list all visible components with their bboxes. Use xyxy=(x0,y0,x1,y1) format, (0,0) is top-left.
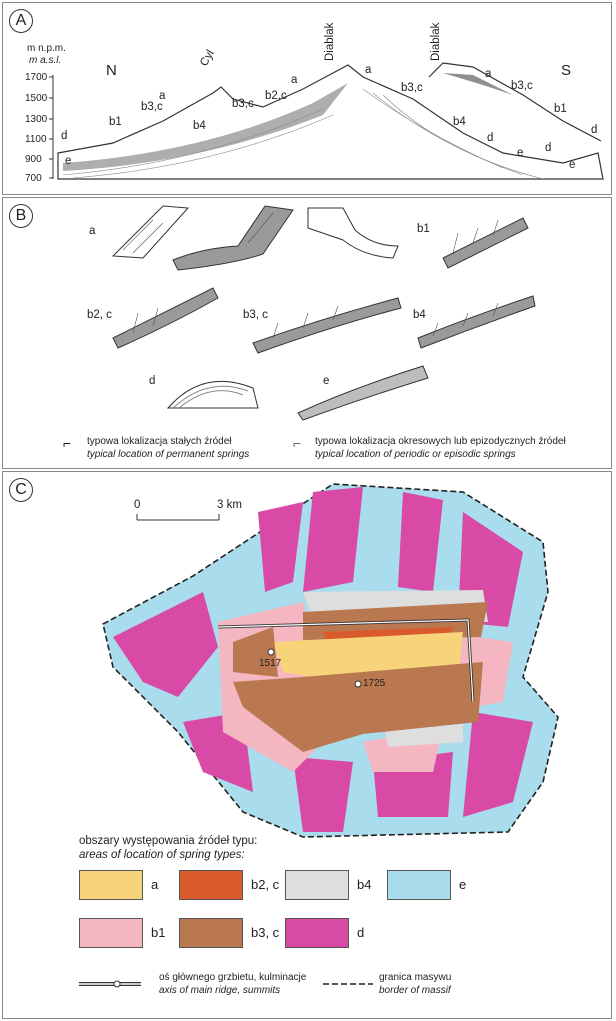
spring-label: b3,c xyxy=(511,80,533,92)
spring-label: b3,c xyxy=(401,82,423,94)
legend-label-b4: b4 xyxy=(357,877,372,892)
legend-permanent-en: typical location of permanent springs xyxy=(87,449,250,460)
legend-permanent-pl: typowa lokalizacja stałych źródeł xyxy=(87,436,232,447)
massif-border-symbol xyxy=(323,978,383,990)
spring-label: b3,c xyxy=(232,98,254,110)
spring-label: e xyxy=(569,159,576,171)
legend-label-b2c: b2, c xyxy=(251,877,280,892)
spring-label: a xyxy=(485,68,492,80)
scale-end: 3 km xyxy=(217,499,242,511)
legend-border-en: border of massif xyxy=(379,985,451,996)
panel-b-spring-types xyxy=(2,197,612,469)
spring-label: b2,c xyxy=(265,90,287,102)
tick-1700: 1700 xyxy=(25,72,48,83)
spring-label: d xyxy=(487,132,494,144)
periodic-spring-icon: ⌐ xyxy=(293,435,302,451)
spring-label: a xyxy=(159,90,166,102)
summit-1725: 1725 xyxy=(363,678,386,689)
spring-label: b1 xyxy=(109,116,122,128)
axis-unit-en: m a.s.l. xyxy=(29,55,62,66)
type-label-b4: b4 xyxy=(413,309,426,321)
legend-label-e: e xyxy=(459,877,467,892)
peak-cyl: Cyl xyxy=(198,48,217,69)
tick-1100: 1100 xyxy=(25,134,47,145)
type-label-b2c: b2, c xyxy=(87,309,112,321)
tick-700: 700 xyxy=(25,173,42,184)
panel-c-badge: C xyxy=(9,478,33,502)
legend-label-a: a xyxy=(151,877,159,892)
direction-south: S xyxy=(561,62,572,79)
legend-title-en: areas of location of spring types: xyxy=(79,849,245,861)
panel-b-badge: B xyxy=(9,204,33,228)
peak-diablak-1: Diablak xyxy=(324,22,336,61)
spring-label: b4 xyxy=(193,120,206,132)
scale-zero: 0 xyxy=(134,499,141,511)
legend-ridge-pl: oś głównego grzbietu, kulminacje xyxy=(159,972,307,983)
massif-map xyxy=(3,472,609,832)
peak-diablak-2: Diablak xyxy=(430,22,442,61)
cross-section-drawing xyxy=(3,3,609,193)
spring-label: d xyxy=(545,142,552,154)
legend-periodic-pl: typowa lokalizacja okresowych lub epizodycznych źródeł xyxy=(315,436,566,447)
panel-a-badge: A xyxy=(9,9,33,33)
direction-north: N xyxy=(106,62,117,79)
legend-ridge-en: axis of main ridge, summits xyxy=(159,985,281,996)
permanent-spring-icon: ⌐ xyxy=(63,435,72,451)
type-label-b1: b1 xyxy=(417,223,430,235)
summit-1517: 1517 xyxy=(259,658,282,669)
legend-label-b3c: b3, c xyxy=(251,925,280,940)
legend-swatch-e xyxy=(387,870,451,900)
legend-swatch-d xyxy=(285,918,349,948)
type-label-d: d xyxy=(149,375,156,387)
legend-title-pl: obszary występowania źródeł typu: xyxy=(79,835,258,847)
spring-label: b1 xyxy=(554,103,567,115)
ridge-axis-symbol xyxy=(79,978,149,990)
legend-swatch-b1 xyxy=(79,918,143,948)
legend-swatch-b2c xyxy=(179,870,243,900)
type-label-a: a xyxy=(89,225,96,237)
legend-label-d: d xyxy=(357,925,365,940)
spring-label: d xyxy=(591,124,598,136)
panel-a-cross-section xyxy=(2,2,612,195)
legend-periodic-en: typical location of periodic or episodic springs xyxy=(315,449,516,460)
spring-label: e xyxy=(65,155,72,167)
spring-label: b3,c xyxy=(141,101,163,113)
legend-swatch-a xyxy=(79,870,143,900)
legend-swatch-b4 xyxy=(285,870,349,900)
spring-label: a xyxy=(291,74,298,86)
legend-label-b1: b1 xyxy=(151,925,166,940)
spring-label: d xyxy=(61,130,68,142)
type-label-e: e xyxy=(323,375,330,387)
legend-border-pl: granica masywu xyxy=(379,972,452,983)
spring-label: b4 xyxy=(453,116,466,128)
type-label-b3c: b3, c xyxy=(243,309,268,321)
tick-1300: 1300 xyxy=(25,114,48,125)
axis-unit-pl: m n.p.m. xyxy=(27,43,66,54)
spring-label: e xyxy=(517,147,524,159)
spring-label: a xyxy=(365,64,372,76)
legend-swatch-b3c xyxy=(179,918,243,948)
panel-c-map xyxy=(2,471,612,1019)
tick-1500: 1500 xyxy=(25,93,48,104)
tick-900: 900 xyxy=(25,154,42,165)
